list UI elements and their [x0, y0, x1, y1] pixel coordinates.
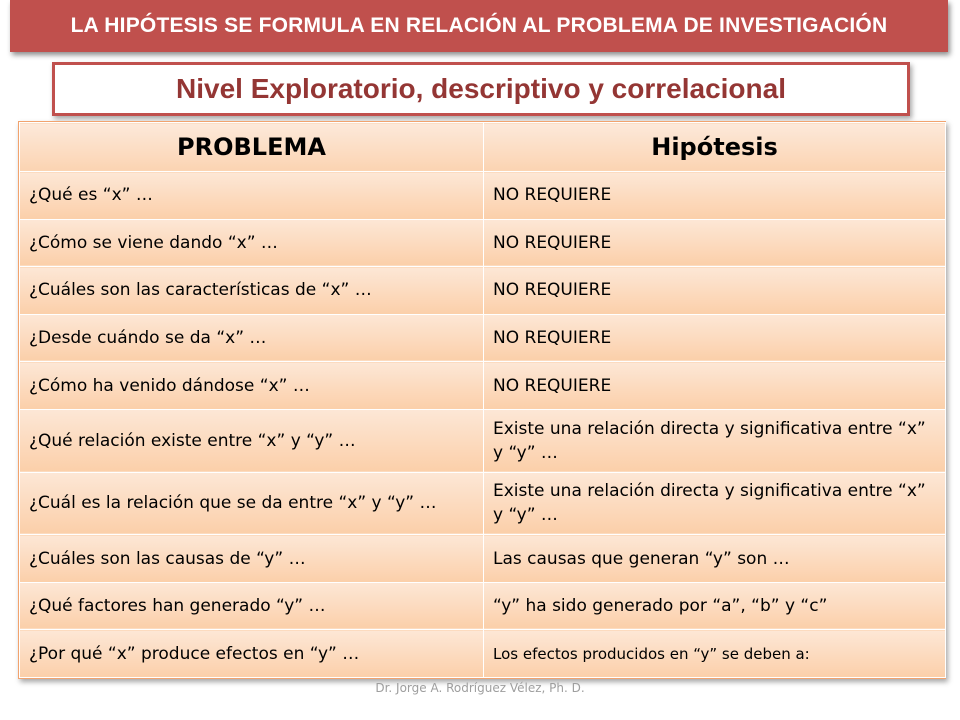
hypothesis-cell: Los efectos producidos en “y” se deben a: — [484, 630, 946, 678]
table-row — [20, 535, 946, 583]
problem-hypothesis-table — [18, 121, 946, 679]
table-row — [20, 267, 946, 315]
hypothesis-cell: NO REQUIERE — [484, 219, 946, 267]
table — [19, 122, 946, 678]
hypothesis-cell: NO REQUIERE — [484, 314, 946, 362]
table-row — [20, 409, 946, 472]
hypothesis-cell: Las causas que generan “y” son … — [484, 535, 946, 583]
problem-cell: ¿Cómo ha venido dándose “x” … — [20, 362, 484, 410]
problem-cell: ¿Cuáles son las características de “x” … — [20, 267, 484, 315]
table-row — [20, 472, 946, 535]
problem-cell: ¿Por qué “x” produce efectos en “y” … — [20, 630, 484, 678]
problem-cell: ¿Cómo se viene dando “x” … — [20, 219, 484, 267]
table-row — [20, 630, 946, 678]
problem-cell: ¿Qué factores han generado “y” … — [20, 582, 484, 630]
table-row — [20, 172, 946, 220]
problem-cell: ¿Qué es “x” … — [20, 172, 484, 220]
hypothesis-cell: Existe una relación directa y significativa entre “x” y “y” … — [484, 409, 946, 472]
subtitle-box — [52, 62, 910, 116]
problem-cell: ¿Desde cuándo se da “x” … — [20, 314, 484, 362]
hypothesis-cell: “y” ha sido generado por “a”, “b” y “c” — [484, 582, 946, 630]
title-banner — [10, 0, 948, 52]
table-row — [20, 362, 946, 410]
hypothesis-cell: NO REQUIERE — [484, 172, 946, 220]
problem-cell: ¿Cuáles son las causas de “y” … — [20, 535, 484, 583]
hypothesis-cell: NO REQUIERE — [484, 362, 946, 410]
table-row — [20, 582, 946, 630]
subtitle-text: Nivel Exploratorio, descriptivo y correlacional — [176, 73, 786, 104]
column-header-problem: PROBLEMA — [20, 123, 484, 172]
banner-title: LA HIPÓTESIS SE FORMULA EN RELACIÓN AL PROBLEMA DE INVESTIGACIÓN — [70, 14, 888, 37]
problem-cell: ¿Qué relación existe entre “x” y “y” … — [20, 409, 484, 472]
hypothesis-cell: Existe una relación directa y significativa entre “x” y “y” … — [484, 472, 946, 535]
hypothesis-cell: NO REQUIERE — [484, 267, 946, 315]
problem-cell: ¿Cuál es la relación que se da entre “x” y “y” … — [20, 472, 484, 535]
table-header-row — [20, 123, 946, 172]
table-row — [20, 219, 946, 267]
column-header-hypothesis: Hipótesis — [484, 123, 946, 172]
table-row — [20, 314, 946, 362]
author-footer: Dr. Jorge A. Rodríguez Vélez, Ph. D. — [375, 681, 585, 695]
